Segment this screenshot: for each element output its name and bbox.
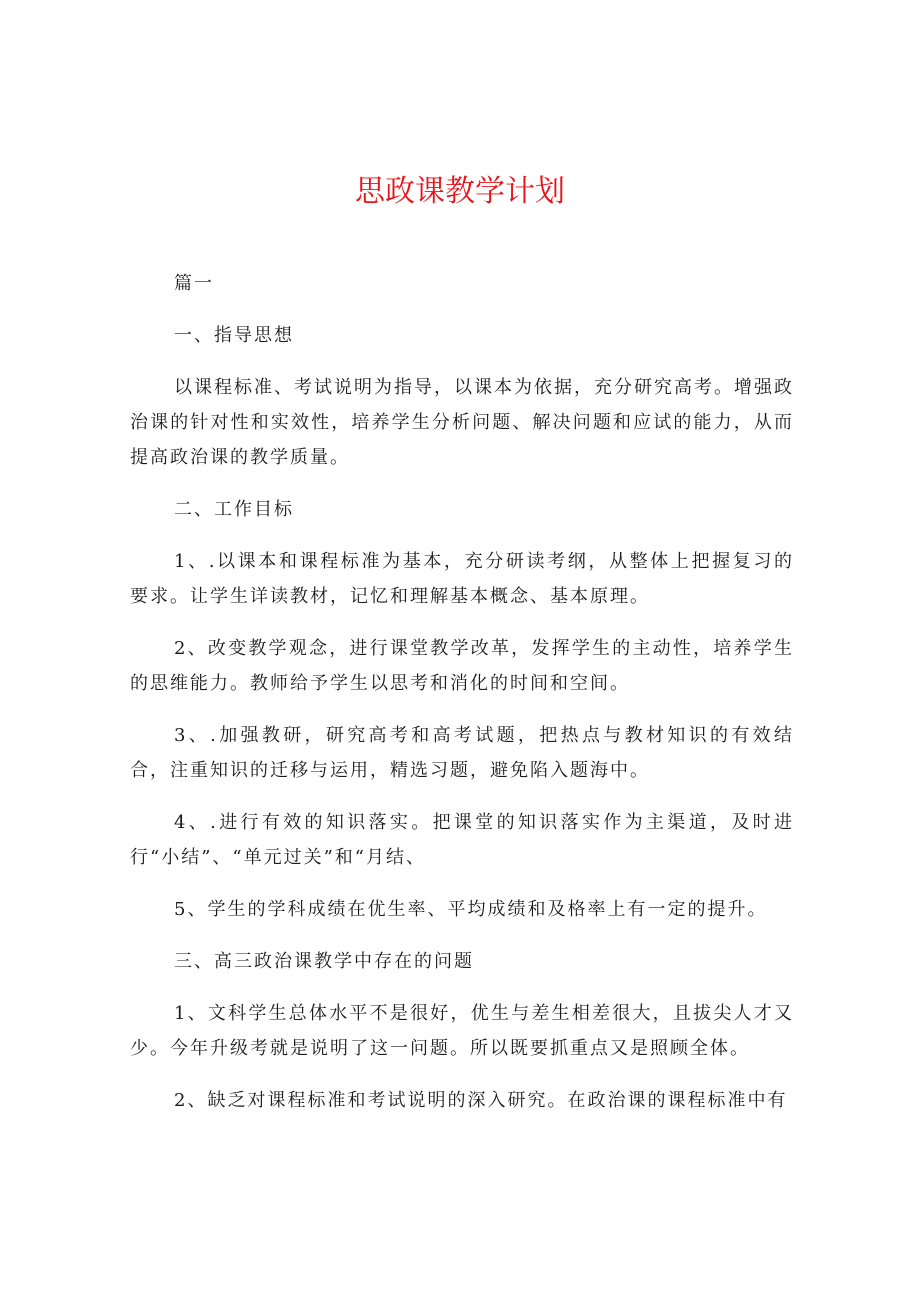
goal-item-5: 5、学生的学科成绩在优生率、平均成绩和及格率上有一定的提升。	[174, 899, 768, 920]
document-body	[130, 266, 794, 1135]
section-label: 篇一	[174, 273, 214, 294]
heading-existing-problems: 三、高三政治课教学中存在的问题	[174, 951, 474, 972]
heading-guiding-ideology: 一、指导思想	[174, 325, 294, 346]
goal-item-2: 2、改变教学观念，进行课堂教学改革，发挥学生的主动性，培养学生的思维能力。教师给予学生以思考和消化的时间和空间。	[130, 638, 794, 694]
goal-item-1: 1、.以课本和课程标准为基本，充分研读考纲，从整体上把握复习的要求。让学生详读教材，记忆和理解基本概念、基本原理。	[130, 551, 794, 607]
heading-work-goals: 二、工作目标	[174, 499, 294, 520]
problem-item-1: 1、文科学生总体水平不是很好，优生与差生相差很大，且拔尖人才又少。今年升级考就是说明了这一问题。所以既要抓重点又是照顾全体。	[130, 1003, 794, 1059]
paragraph-guiding-ideology: 以课程标准、考试说明为指导，以课本为依据，充分研究高考。增强政治课的针对性和实效性，培养学生分析问题、解决问题和应试的能力，从而提高政治课的教学质量。	[130, 377, 794, 468]
document-title: 思政课教学计划	[355, 174, 565, 209]
goal-item-4: 4、.进行有效的知识落实。把课堂的知识落实作为主渠道，及时进行“小结”、“单元过关”和“月结、	[130, 812, 794, 868]
goal-item-3: 3、.加强教研，研究高考和高考试题，把热点与教材知识的有效结合，注重知识的迁移与运用，精选习题，避免陷入题海中。	[130, 725, 794, 781]
problem-item-2: 2、缺乏对课程标准和考试说明的深入研究。在政治课的课程标准中有	[174, 1090, 788, 1111]
